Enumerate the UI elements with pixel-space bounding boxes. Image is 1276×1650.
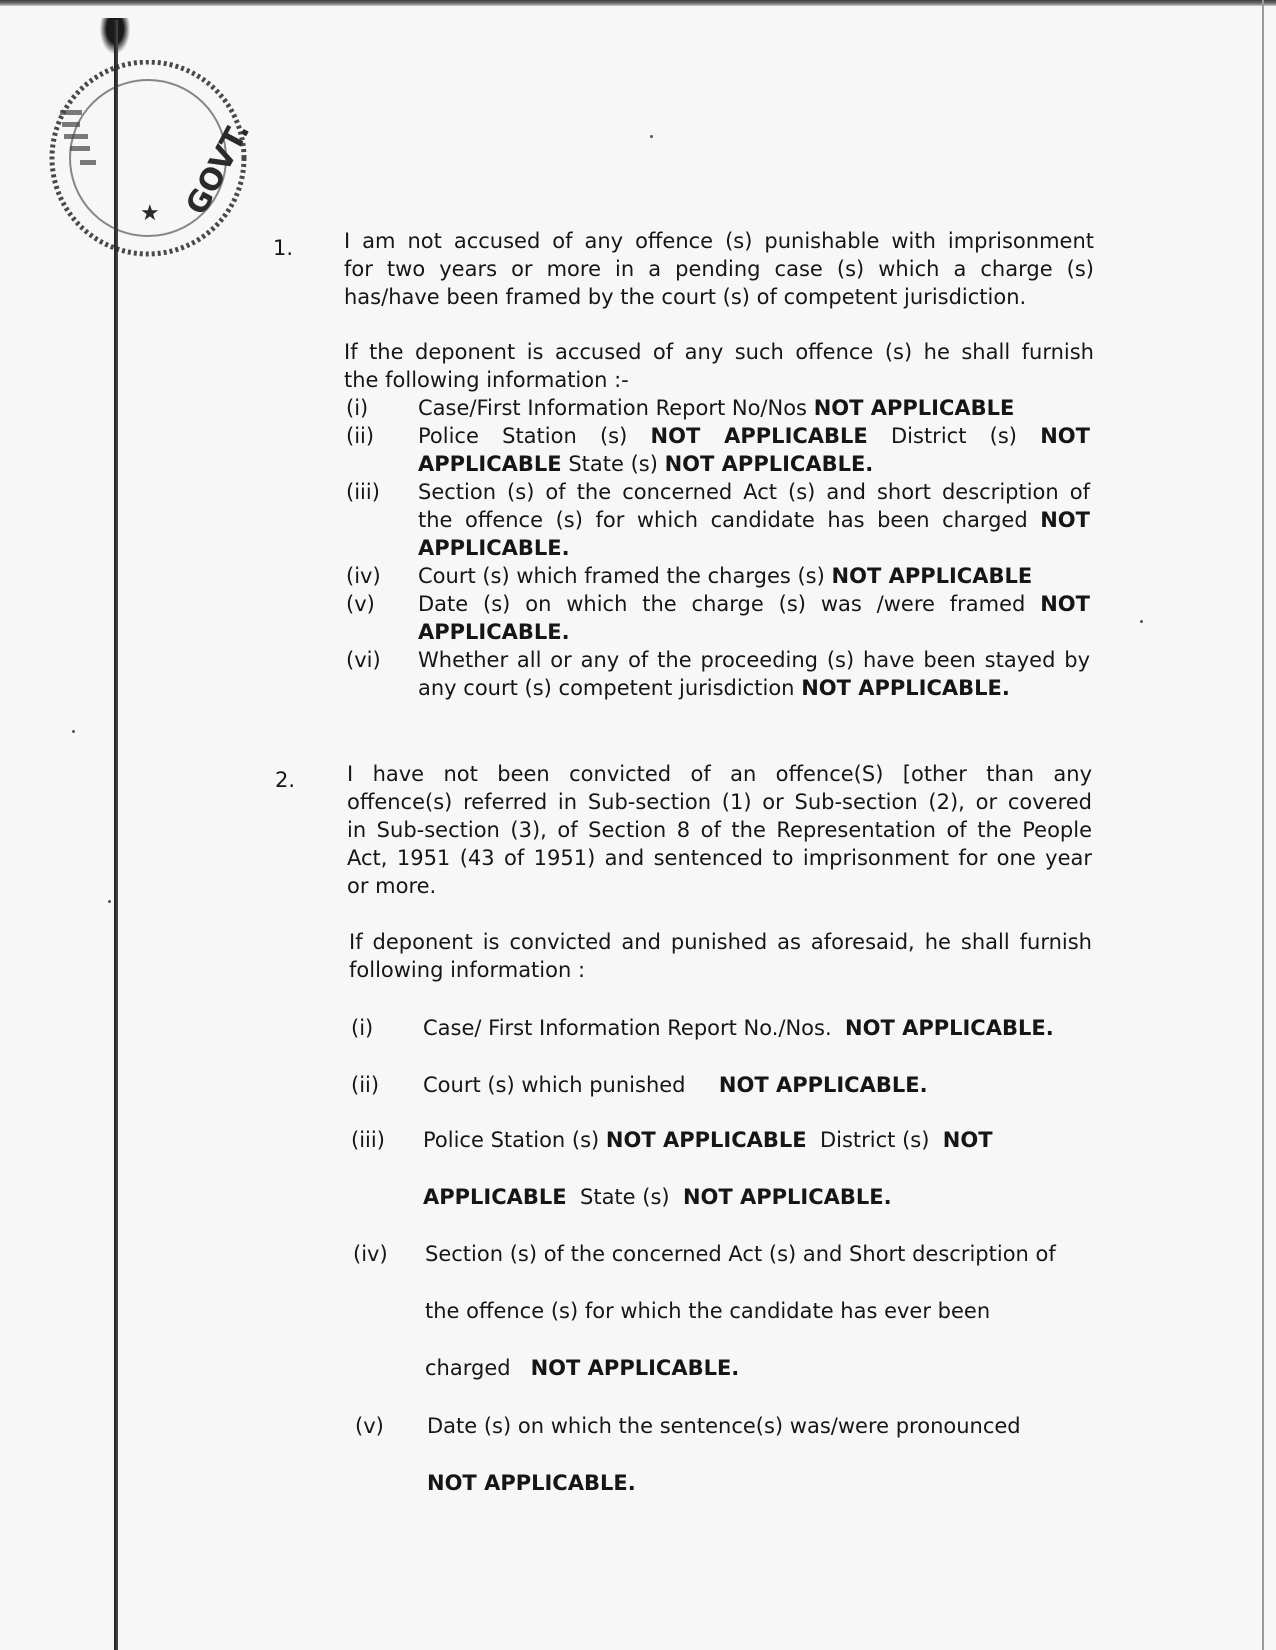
item-label: (iv) (346, 564, 381, 588)
section-1-intro (344, 338, 1094, 394)
item-value: NOT APPLICABLE. (682, 1185, 892, 1209)
section-2-intro (349, 928, 1092, 984)
item-value: NOT (1040, 424, 1090, 448)
item-value: NOT (1040, 592, 1090, 616)
intro-line: following information : (349, 958, 586, 982)
item-value: NOT APPLICABLE (650, 424, 868, 448)
section-2-declaration (347, 760, 1092, 900)
item-text: charged (425, 1356, 511, 1380)
item-label: (i) (351, 1016, 374, 1040)
item-text: Court (s) which framed the charges (s) (418, 564, 825, 588)
item-label: (ii) (346, 424, 375, 448)
item-value: APPLICABLE (423, 1185, 567, 1209)
scan-speck (108, 900, 111, 903)
section-1-number: 1. (273, 236, 294, 260)
section-2-number: 2. (275, 768, 296, 792)
item-text: the offence (s) for which candidate has been charged (418, 508, 1028, 532)
item-label: (iii) (346, 480, 380, 504)
scan-speck (650, 135, 653, 138)
item-value: NOT APPLICABLE (831, 564, 1033, 588)
item-text: State (s) (580, 1185, 670, 1209)
declaration-line: Act, 1951 (43 of 1951) and sentenced to imprisonment for one year (347, 846, 1092, 870)
item-value: NOT APPLICABLE. (664, 452, 874, 476)
item-value: APPLICABLE. (418, 620, 570, 644)
item-label: (ii) (351, 1073, 380, 1097)
scan-speck (1140, 620, 1143, 623)
item-label: (v) (355, 1414, 384, 1438)
declaration-line: or more. (347, 874, 437, 898)
item-text: Case/ First Information Report No./Nos. (423, 1016, 832, 1040)
item-label: (v) (346, 592, 375, 616)
item-label: (i) (346, 396, 369, 420)
item-text: the offence (s) for which the candidate has ever been (425, 1299, 991, 1323)
item-label: (iv) (353, 1242, 388, 1266)
item-text: Section (s) of the concerned Act (s) and Short description of (425, 1242, 1056, 1266)
item-value: APPLICABLE. (418, 536, 570, 560)
item-value: APPLICABLE (418, 452, 562, 476)
intro-line: the following information :- (344, 368, 629, 392)
item-value: NOT APPLICABLE. (845, 1016, 1054, 1040)
item-text: Case/First Information Report No/Nos (418, 396, 807, 420)
item-value: NOT APPLICABLE (605, 1128, 807, 1152)
declaration-line: I have not been convicted of an offence(S) [other than any (347, 762, 1092, 786)
item-value: NOT APPLICABLE. (718, 1073, 928, 1097)
scan-right-edge (1262, 0, 1264, 1650)
intro-line: If the deponent is accused of any such offence (s) he shall furnish (344, 340, 1094, 364)
item-text: Police Station (s) (418, 424, 628, 448)
item-text: any court (s) competent jurisdiction (418, 676, 795, 700)
item-label: (iii) (351, 1128, 385, 1152)
item-value: NOT (1040, 508, 1090, 532)
item-text: District (s) (819, 1128, 930, 1152)
declaration-line: offence(s) referred in Sub-section (1) or Sub-section (2), or covered (347, 790, 1092, 814)
declaration-line: for two years or more in a pending case (s) which a charge (s) (344, 257, 1094, 281)
item-value: NOT (942, 1128, 993, 1152)
item-text: State (s) (568, 452, 658, 476)
item-text: Whether all or any of the proceeding (s) have been stayed by (418, 648, 1090, 672)
declaration-line: I am not accused of any offence (s) punishable with imprisonment (344, 229, 1094, 253)
seal-text: GOVT. (179, 116, 258, 221)
item-text: Police Station (s) (423, 1128, 600, 1152)
declaration-line: in Sub-section (3), of Section 8 of the Representation of the People (347, 818, 1092, 842)
item-value: NOT APPLICABLE. (801, 676, 1010, 700)
item-text: Date (s) on which the charge (s) was /were framed (418, 592, 1026, 616)
item-text: Section (s) of the concerned Act (s) and short description of (418, 480, 1090, 504)
section-1-declaration (344, 227, 1094, 311)
item-value: NOT APPLICABLE. (530, 1356, 740, 1380)
item-label: (vi) (346, 648, 381, 672)
scan-top-edge (0, 0, 1276, 6)
item-value: NOT APPLICABLE. (427, 1471, 636, 1495)
declaration-line: has/have been framed by the court (s) of competent jurisdiction. (344, 285, 1027, 309)
item-text: District (s) (891, 424, 1017, 448)
scan-speck (72, 730, 75, 733)
item-text: Date (s) on which the sentence(s) was/were pronounced (427, 1414, 1021, 1438)
intro-line: If deponent is convicted and punished as aforesaid, he shall furnish (349, 930, 1092, 954)
item-text: Court (s) which punished (423, 1073, 686, 1097)
svg-text:★: ★ (140, 201, 160, 226)
government-seal-stamp (40, 60, 260, 280)
item-value: NOT APPLICABLE (813, 396, 1015, 420)
